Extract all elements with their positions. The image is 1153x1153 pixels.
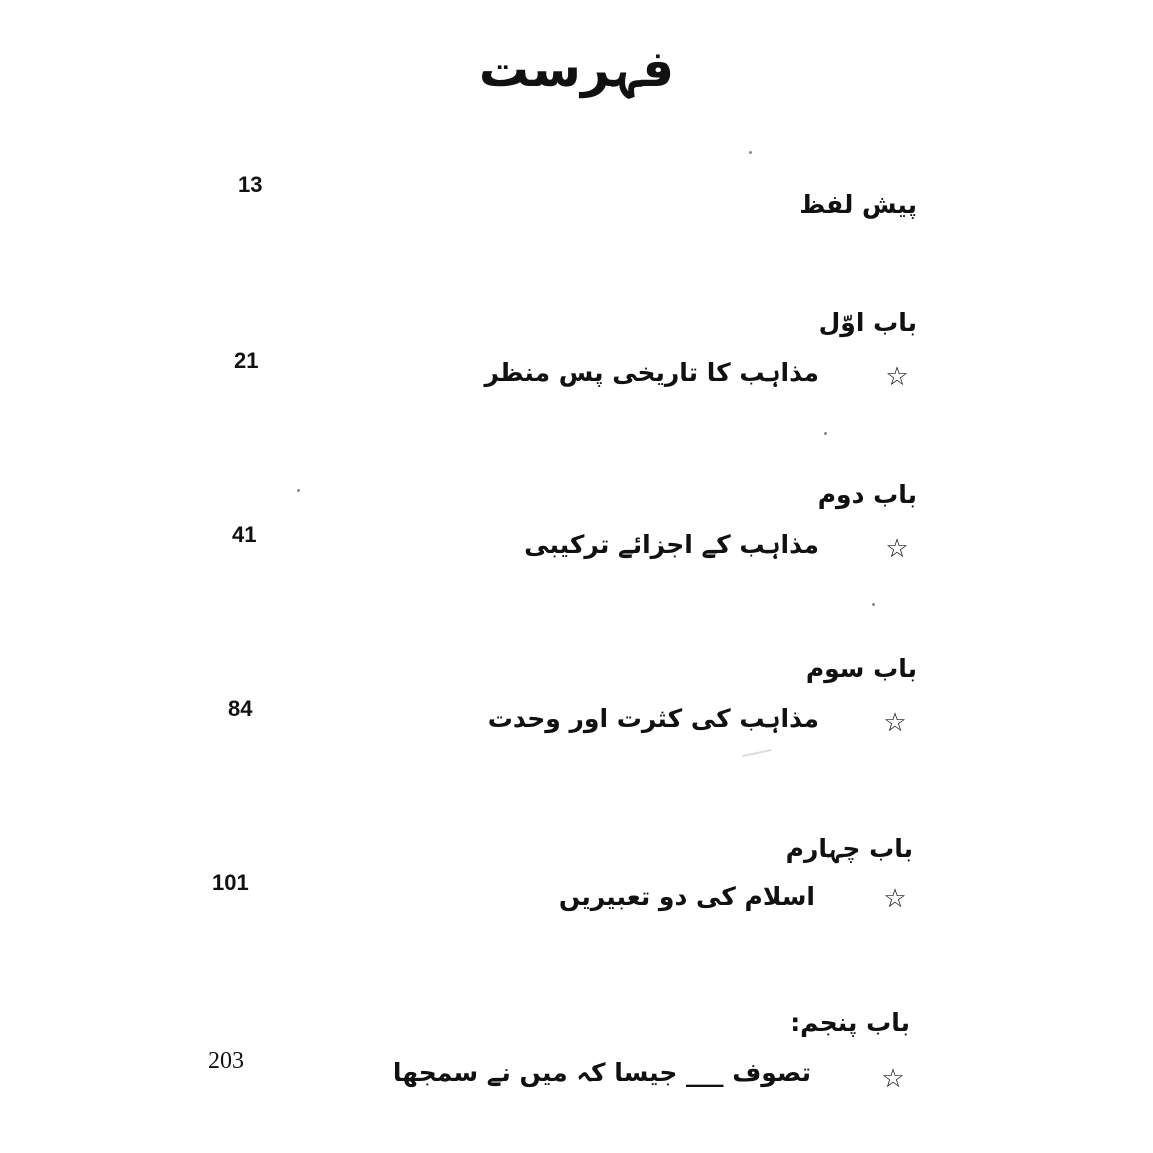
scan-speck <box>297 489 300 492</box>
page-title: فہرست <box>478 40 675 98</box>
scan-speck <box>824 432 827 435</box>
chapter-3-heading: باب سوم <box>805 654 917 683</box>
star-icon: ☆ <box>883 884 907 914</box>
preface-page-number: 13 <box>238 172 263 197</box>
chapter-4-heading: باب چہارم <box>785 834 913 863</box>
chapter-4-page-number: 101 <box>212 870 249 895</box>
chapter-2-page-number: 41 <box>232 522 257 547</box>
star-icon: ☆ <box>881 1064 905 1094</box>
chapter-5-page-number: 203 <box>208 1048 244 1074</box>
scan-scuff <box>742 749 772 757</box>
chapter-2-entry: مذاہب کے اجزائے ترکیبی <box>524 530 819 559</box>
chapter-1-heading: باب اوّل <box>818 308 917 337</box>
chapter-2-heading: باب دوم <box>817 480 917 509</box>
chapter-1-entry: مذاہب کا تاریخی پس منظر <box>484 358 819 387</box>
star-icon: ☆ <box>885 362 909 392</box>
preface-label: پیش لفظ <box>799 190 917 219</box>
star-icon: ☆ <box>885 534 909 564</box>
star-icon: ☆ <box>883 708 907 738</box>
chapter-5-entry: تصوف ___ جیسا کہ میں نے سمجھا <box>392 1058 811 1087</box>
chapter-1-page-number: 21 <box>234 348 259 373</box>
chapter-4-entry: اسلام کی دو تعبیریں <box>558 882 815 911</box>
scan-speck <box>872 603 875 606</box>
chapter-5-heading: باب پنجم: <box>790 1008 910 1037</box>
chapter-3-page-number: 84 <box>228 696 253 721</box>
chapter-3-entry: مذاہب کی کثرت اور وحدت <box>487 704 819 733</box>
scan-speck <box>749 151 752 154</box>
